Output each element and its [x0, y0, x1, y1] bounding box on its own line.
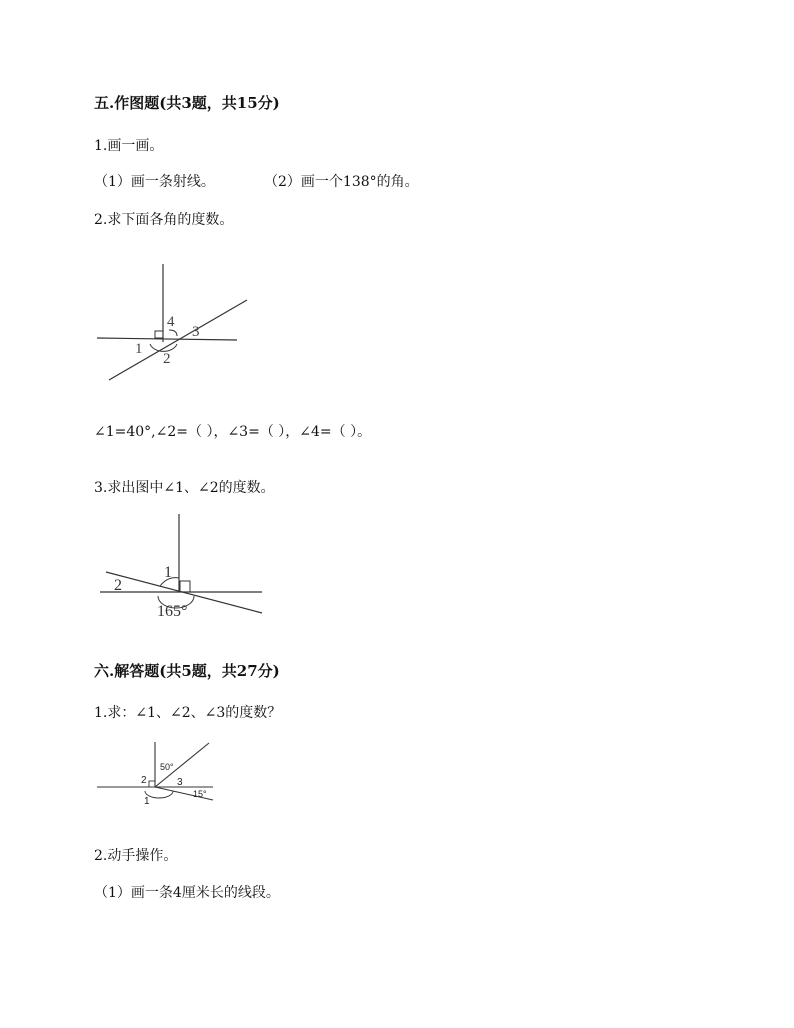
- angle-label-4: 4: [167, 314, 175, 330]
- given-angle-50: 50°: [160, 762, 174, 772]
- question-6-1-title: 1.求：∠1、∠2、∠3的度数？: [94, 705, 282, 721]
- question-1-title: 1.画一画。: [94, 138, 164, 154]
- question-2-title: 2.求下面各角的度数。: [94, 212, 234, 228]
- angle-label-3: 3: [177, 777, 183, 788]
- angle-figure-s6-q1: [97, 740, 217, 808]
- angle-figure-q2: [95, 262, 245, 384]
- angle-label-2: 2: [163, 351, 171, 367]
- given-angle-165: 165°: [157, 603, 188, 620]
- section-five-heading: 五.作图题(共3题，共15分): [94, 94, 280, 112]
- angle-label-2: 2: [141, 775, 147, 786]
- question-6-2-part-1: （1）画一条4厘米长的线段。: [94, 885, 280, 901]
- question-2-answer-line: ∠1=40°,∠2=（ ），∠3=（ ），∠4=（ ）。: [94, 424, 372, 440]
- angle-label-1: 1: [164, 564, 172, 581]
- angle-label-3: 3: [192, 324, 200, 340]
- angle-figure-q3: [100, 512, 265, 622]
- angle-label-2: 2: [114, 577, 122, 594]
- question-3-title: 3.求出图中∠1、∠2的度数。: [94, 480, 275, 496]
- question-1-part-2: （2）画一个138°的角。: [264, 174, 419, 190]
- section-six-heading: 六.解答题(共5题，共27分): [94, 662, 280, 680]
- angle-label-1: 1: [144, 796, 150, 807]
- question-6-2-title: 2.动手操作。: [94, 848, 178, 864]
- question-1-part-1: （1）画一条射线。: [94, 174, 215, 190]
- given-angle-15: 15°: [193, 789, 207, 799]
- angle-label-1: 1: [135, 341, 143, 357]
